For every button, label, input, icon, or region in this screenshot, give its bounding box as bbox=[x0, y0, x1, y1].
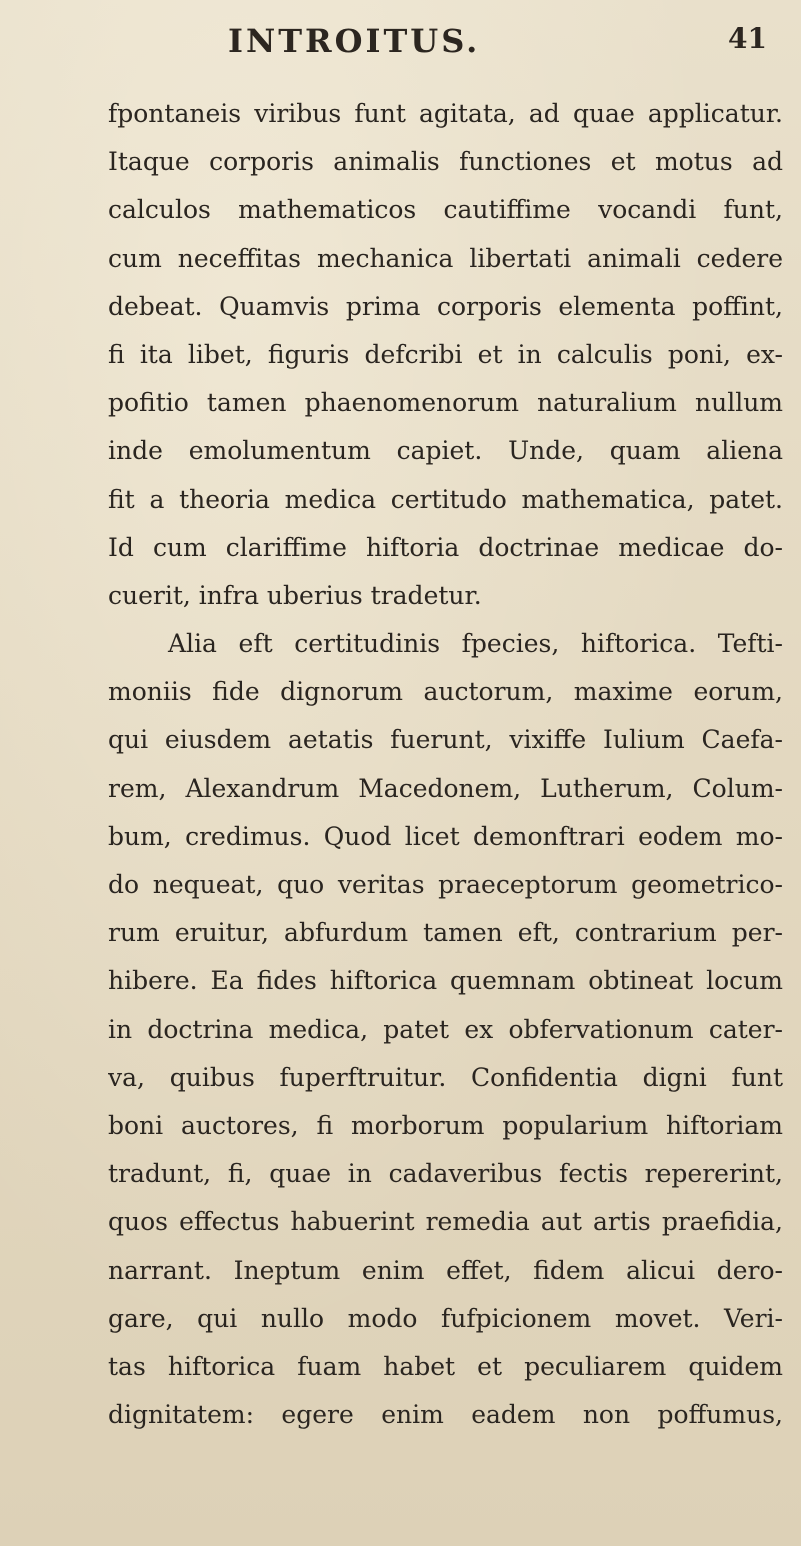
page-number: 41 bbox=[728, 22, 767, 55]
text-line: do nequeat, quo veritas praeceptorum geometrico- bbox=[108, 870, 783, 899]
text-line: rem, Alexandrum Macedonem, Lutherum, Colum- bbox=[108, 773, 783, 803]
text-line: quos effectus habuerint remedia aut artis praefidia, bbox=[108, 1207, 783, 1237]
text-line: debeat. Quamvis prima corporis elementa poffint, bbox=[108, 291, 783, 321]
text-line: pofitio tamen phaenomenorum naturalium nullum bbox=[108, 388, 783, 418]
paragraph-start-line: Alia eft certitudinis fpecies, hiftorica. Tefti- bbox=[168, 629, 783, 659]
text-line: cum neceffitas mechanica libertati animali cedere bbox=[108, 243, 783, 273]
body-text bbox=[108, 90, 783, 1439]
text-line: rum eruitur, abfurdum tamen eft, contrarium per- bbox=[108, 918, 783, 948]
text-line: moniis fide dignorum auctorum, maxime eorum, bbox=[108, 677, 783, 707]
text-line: calculos mathematicos cautiffime vocandi funt, bbox=[108, 195, 783, 225]
page-header bbox=[0, 18, 801, 68]
text-line: inde emolumentum capiet. Unde, quam aliena bbox=[108, 436, 783, 466]
text-line: fpontaneis viribus funt agitata, ad quae applicatur. bbox=[108, 99, 783, 128]
text-line: in doctrina medica, patet ex obfervationum cater- bbox=[108, 1014, 783, 1044]
text-line: tas hiftorica fuam habet et peculiarem quidem bbox=[108, 1351, 783, 1381]
text-line: dignitatem: egere enim eadem non poffumus, bbox=[108, 1400, 783, 1430]
text-line: qui eiusdem aetatis fuerunt, vixiffe Iulium Caefa- bbox=[108, 725, 783, 755]
text-line: va, quibus fuperftruitur. Confidentia digni funt bbox=[108, 1062, 783, 1092]
text-line: boni auctores, fi morborum popularium hiftoriam bbox=[108, 1110, 783, 1140]
text-line: Id cum clariffime hiftoria doctrinae medicae do- bbox=[108, 532, 783, 562]
running-head: INTROITUS. bbox=[228, 22, 481, 60]
text-line: cuerit, infra uberius tradetur. bbox=[108, 580, 482, 610]
text-line: fit a theoria medica certitudo mathematica, patet. bbox=[108, 484, 783, 514]
text-line: Itaque corporis animalis functiones et motus ad bbox=[108, 147, 783, 177]
text-line: hibere. Ea fides hiftorica quemnam obtineat locum bbox=[108, 966, 783, 996]
text-line: bum, credimus. Quod licet demonftrari eodem mo- bbox=[108, 821, 783, 851]
text-line: tradunt, fi, quae in cadaveribus fectis repererint, bbox=[108, 1159, 783, 1189]
text-line: gare, qui nullo modo fufpicionem movet. Veri- bbox=[108, 1303, 783, 1333]
text-line: narrant. Ineptum enim effet, fidem alicui dero- bbox=[108, 1255, 783, 1285]
text-line: fi ita libet, figuris defcribi et in calculis poni, ex- bbox=[108, 339, 783, 369]
